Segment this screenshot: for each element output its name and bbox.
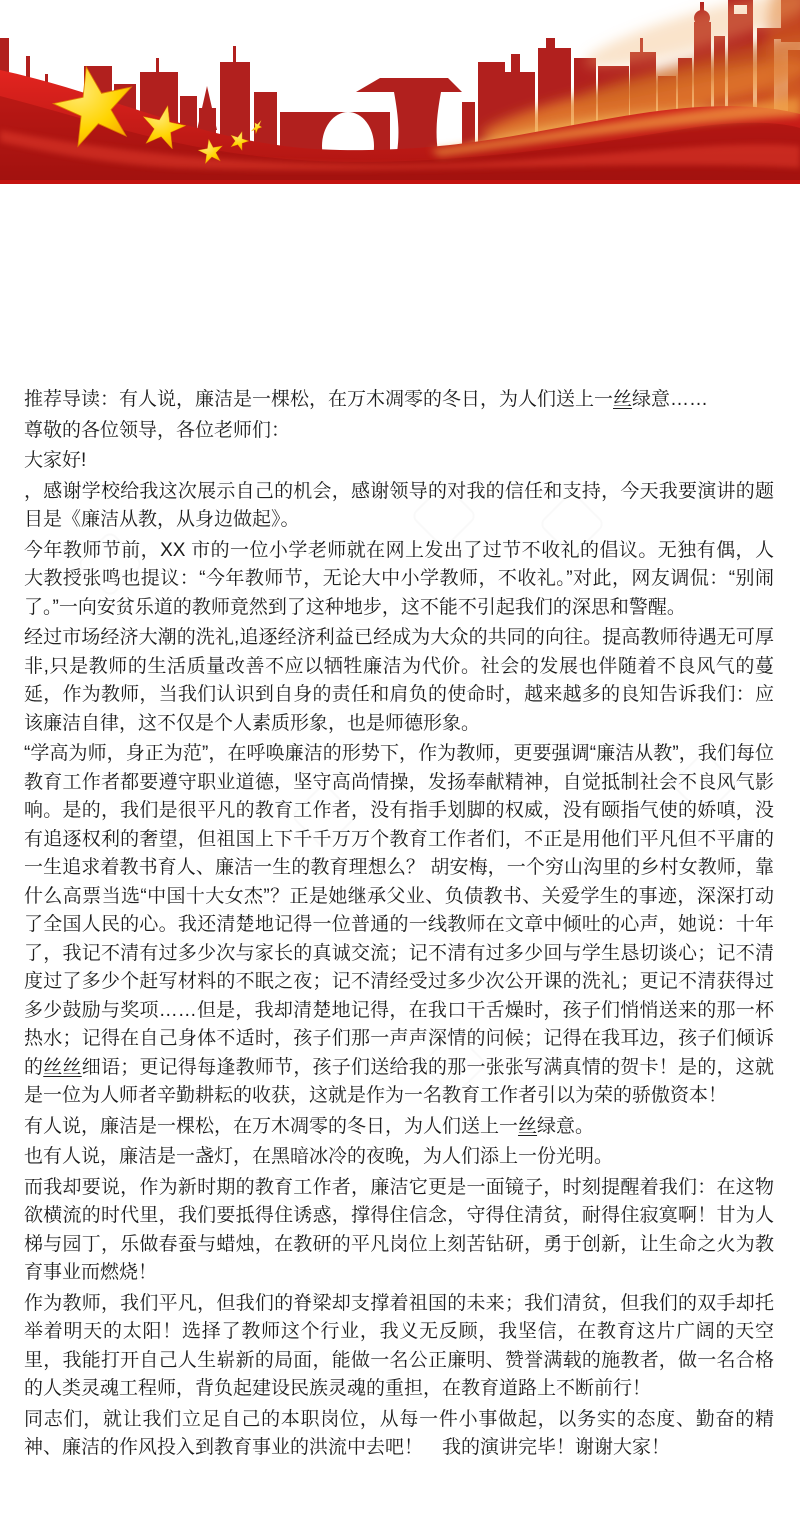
- paragraph-4: [24, 478, 774, 535]
- banner-graphic: [0, 0, 800, 184]
- paragraph-5: [24, 537, 774, 623]
- text-run: 推荐导读：有人说，廉洁是一棵松，在万木凋零的冬日，为人们送上一: [24, 389, 614, 410]
- paragraph-10: [24, 1174, 774, 1288]
- text-run: 今年教师节前，XX 市的一位小学老师就在网上发出了过节不收礼的倡议。无独有偶，人大教授张鸣也提议：“今年教师节，无论大中小学教师，不收礼。”对此，网友调侃：“别闹了。”一向安贫乐道的教师竟然到了这种地步，这不能不引起我们的深思和警醒。: [24, 539, 774, 618]
- text-run: 细语；更记得每逢教师节，孩子们送给我的那一张张写满真情的贺卡！是的，这就是一位为人师者辛勤耕耘的收获，这就是作为一名教育工作者引以为荣的骄傲资本！: [24, 1056, 774, 1106]
- text-run: 作为教师，我们平凡，但我们的脊梁却支撑着祖国的未来；我们清贫，但我们的双手却托举着明天的太阳！选择了教师这个行业，我义无反顾，我坚信，在教育这片广阔的天空里，我能打开自己人生崭新的局面，能做一名公正廉明、赞誉满载的施教者，做一名合格的人类灵魂工程师，背负起建设民族灵魂的重担，在教育道路上不断前行！: [24, 1292, 774, 1399]
- text-run: 有人说，廉洁是一棵松，在万木凋零的冬日，为人们送上一: [24, 1115, 519, 1137]
- paragraph-2: [24, 417, 774, 446]
- text-run: 绿意……: [632, 389, 709, 410]
- banner-image: [0, 0, 800, 184]
- underlined-text: 丝丝: [43, 1056, 82, 1078]
- text-run: 大家好!: [24, 450, 87, 471]
- paragraph-9: [24, 1143, 774, 1172]
- text-run: 而我却要说，作为新时期的教育工作者，廉洁它更是一面镜子，时刻提醒着我们：在这物欲横流的时代里，我们要抵得住诱惑，撑得住信念，守得住清贫，耐得住寂寞啊！甘为人梯与园丁，乐做春蚕与蜡烛，在教研的平凡岗位上刻苦钻研，勇于创新，让生命之火为教育事业而燃烧！: [24, 1176, 774, 1283]
- paragraph-12: [24, 1406, 774, 1463]
- text-run: 同志们，就让我们立足自己的本职岗位，从每一件小事做起，以务实的态度、勤奋的精神、廉洁的作风投入到教育事业的洪流中去吧！ 我的演讲完毕！谢谢大家！: [24, 1408, 774, 1458]
- text-run: 也有人说，廉洁是一盏灯，在黑暗冰冷的夜晚，为人们添上一份光明。: [24, 1146, 614, 1167]
- paragraph-8: [24, 1113, 774, 1142]
- text-run: 尊敬的各位领导，各位老师们：: [24, 419, 291, 441]
- paragraph-1: [24, 386, 774, 415]
- paragraph-6: [24, 624, 774, 738]
- text-run: “学高为师，身正为范”，在呼唤廉洁的形势下，作为教师，更要强调“廉洁从教”，我们每位教育工作者都要遵守职业道德，坚守高尚情操，发扬奉献精神，自觉抵制社会不良风气影响。是的，我们是很平凡的教育工作者，没有指手划脚的权威，没有颐指气使的娇嗔，没有追逐权利的奢望，但祖国上下千千万万个教育工作者们，不正是用他们平凡但不平庸的一生追求着教书育人、廉洁一生的教育理想么？ 胡安梅，一个穷山沟里的乡村女教师，靠什么高票当选“中国十大女杰”？正是她继承父业、负债教书、关爱学生的事迹，深深打动了全国人民的心。我还清楚地记得一位普通的一线教师在文章中倾吐的心声，她说：十年了，我记不清有过多少次与家长的真诚交流；记不清有过多少回与学生恳切谈心；记不清度过了多少个赶写材料的不眠之夜；记不清经受过多少次公开课的洗礼；更记不清获得过多少鼓励与奖项……但是，我却清楚地记得，在我口干舌燥时，孩子们悄悄送来的那一杯热水；记得在自己身体不适时，孩子们那一声声深情的问候；记得在我耳边，孩子们倾诉的: [24, 743, 774, 1078]
- text-run: 绿意。: [537, 1115, 595, 1137]
- text-run: 经过市场经济大潮的洗礼,追逐经济利益已经成为大众的共同的向往。提高教师待遇无可厚非,只是教师的生活质量改善不应以牺牲廉洁为代价。社会的发展也伴随着不良风气的蔓延，作为教师，当我们认识到自身的责任和肩负的使命时，越来越多的良知告诉我们：应该廉洁自律，这不仅是个人素质形象，也是师德形象。: [24, 627, 774, 734]
- paragraph-7: [24, 740, 774, 1111]
- speech-document: [0, 184, 800, 1525]
- text-run: ，感谢学校给我这次展示自己的机会，感谢领导的对我的信任和支持，今天我要演讲的题目是《廉洁从教，从身边做起》。: [24, 480, 774, 530]
- underlined-text: 丝: [613, 389, 633, 410]
- underlined-text: 丝: [518, 1115, 538, 1137]
- paragraph-11: [24, 1290, 774, 1404]
- paragraph-3: [24, 447, 774, 476]
